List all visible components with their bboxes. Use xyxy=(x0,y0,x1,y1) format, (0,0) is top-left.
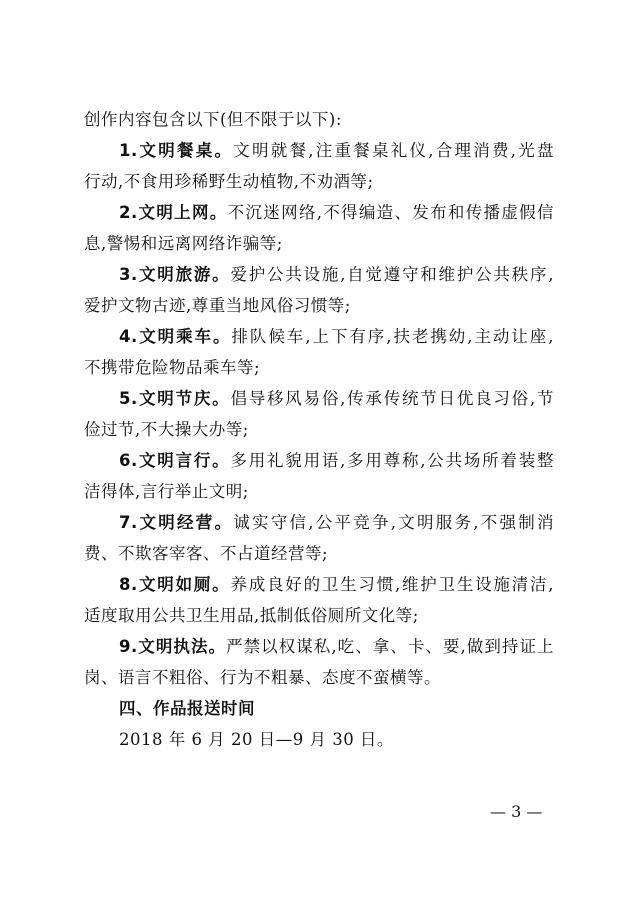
list-item-7-text: 诚实守信,公平竞争,文明服务,不强制消 xyxy=(233,513,554,532)
list-item-5-text: 倡导移风易俗,传承传统节日优良习俗,节 xyxy=(230,389,554,408)
list-item-3-title: 3.文明旅游。 xyxy=(119,265,231,284)
list-item-9-line-2: 岗、语言不粗俗、行为不粗暴、态度不蛮横等。 xyxy=(84,668,441,687)
list-item-4-title: 4.文明乘车。 xyxy=(119,327,232,346)
list-item-5-line-1 xyxy=(84,383,554,414)
list-item-4-line-1 xyxy=(84,321,554,352)
list-item-9-title: 9.文明执法。 xyxy=(119,637,227,656)
list-item-7-line-1 xyxy=(84,507,554,538)
list-item-8-text: 养成良好的卫生习惯,维护卫生设施清洁, xyxy=(230,575,554,594)
list-item-4-text: 排队候车,上下有序,扶老携幼,主动让座, xyxy=(231,327,554,346)
list-item-9-text: 严禁以权谋私,吃、拿、卡、要,做到持证上 xyxy=(226,637,555,656)
list-item-2-title: 2.文明上网。 xyxy=(119,203,228,222)
list-item-6-line-2: 洁得体,言行举止文明; xyxy=(84,482,249,501)
section-heading: 四、作品报送时间 xyxy=(119,699,255,718)
intro-text: 创作内容包含以下(但不限于以下): xyxy=(84,110,342,129)
list-item-8-line-1 xyxy=(84,569,554,600)
list-item-5-title: 5.文明节庆。 xyxy=(119,389,231,408)
list-item-4-line-2: 不携带危险物品乘车等; xyxy=(84,358,261,377)
list-item-2-line-1 xyxy=(84,197,554,228)
list-item-8-line-2: 适度取用公共卫生用品,抵制低俗厕所文化等; xyxy=(84,606,419,625)
list-item-9-line-1 xyxy=(84,631,554,662)
list-item-1-line-2: 行动,不食用珍稀野生动植物,不劝酒等; xyxy=(84,172,374,191)
page-number: — 3 — xyxy=(490,802,543,821)
list-item-7-title: 7.文明经营。 xyxy=(119,513,234,532)
list-item-6-title: 6.文明言行。 xyxy=(119,451,231,470)
list-item-3-line-2: 爱护文物古迹,尊重当地风俗习惯等; xyxy=(84,296,351,315)
list-item-5-line-2: 俭过节,不大操大办等; xyxy=(84,420,249,439)
section-text: 2018 年 6 月 20 日—9 月 30 日。 xyxy=(119,730,394,749)
list-item-6-text: 多用礼貌用语,多用尊称,公共场所着装整 xyxy=(230,451,554,470)
document-body xyxy=(84,104,554,755)
list-item-1-text: 文明就餐,注重餐桌礼仪,合理消费,光盘 xyxy=(233,141,554,160)
list-item-3-line-1 xyxy=(84,259,554,290)
list-item-2-text: 不沉迷网络,不得编造、发布和传播虚假信 xyxy=(227,203,554,222)
list-item-6-line-1 xyxy=(84,445,554,476)
list-item-1-title: 1.文明餐桌。 xyxy=(119,141,234,160)
list-item-3-text: 爱护公共设施,自觉遵守和维护公共秩序, xyxy=(230,265,554,284)
list-item-8-title: 8.文明如厕。 xyxy=(119,575,231,594)
list-item-1-line-1 xyxy=(84,135,554,166)
list-item-2-line-2: 息,警惕和远离网络诈骗等; xyxy=(84,234,283,253)
list-item-7-line-2: 费、不欺客宰客、不占道经营等; xyxy=(84,544,329,563)
